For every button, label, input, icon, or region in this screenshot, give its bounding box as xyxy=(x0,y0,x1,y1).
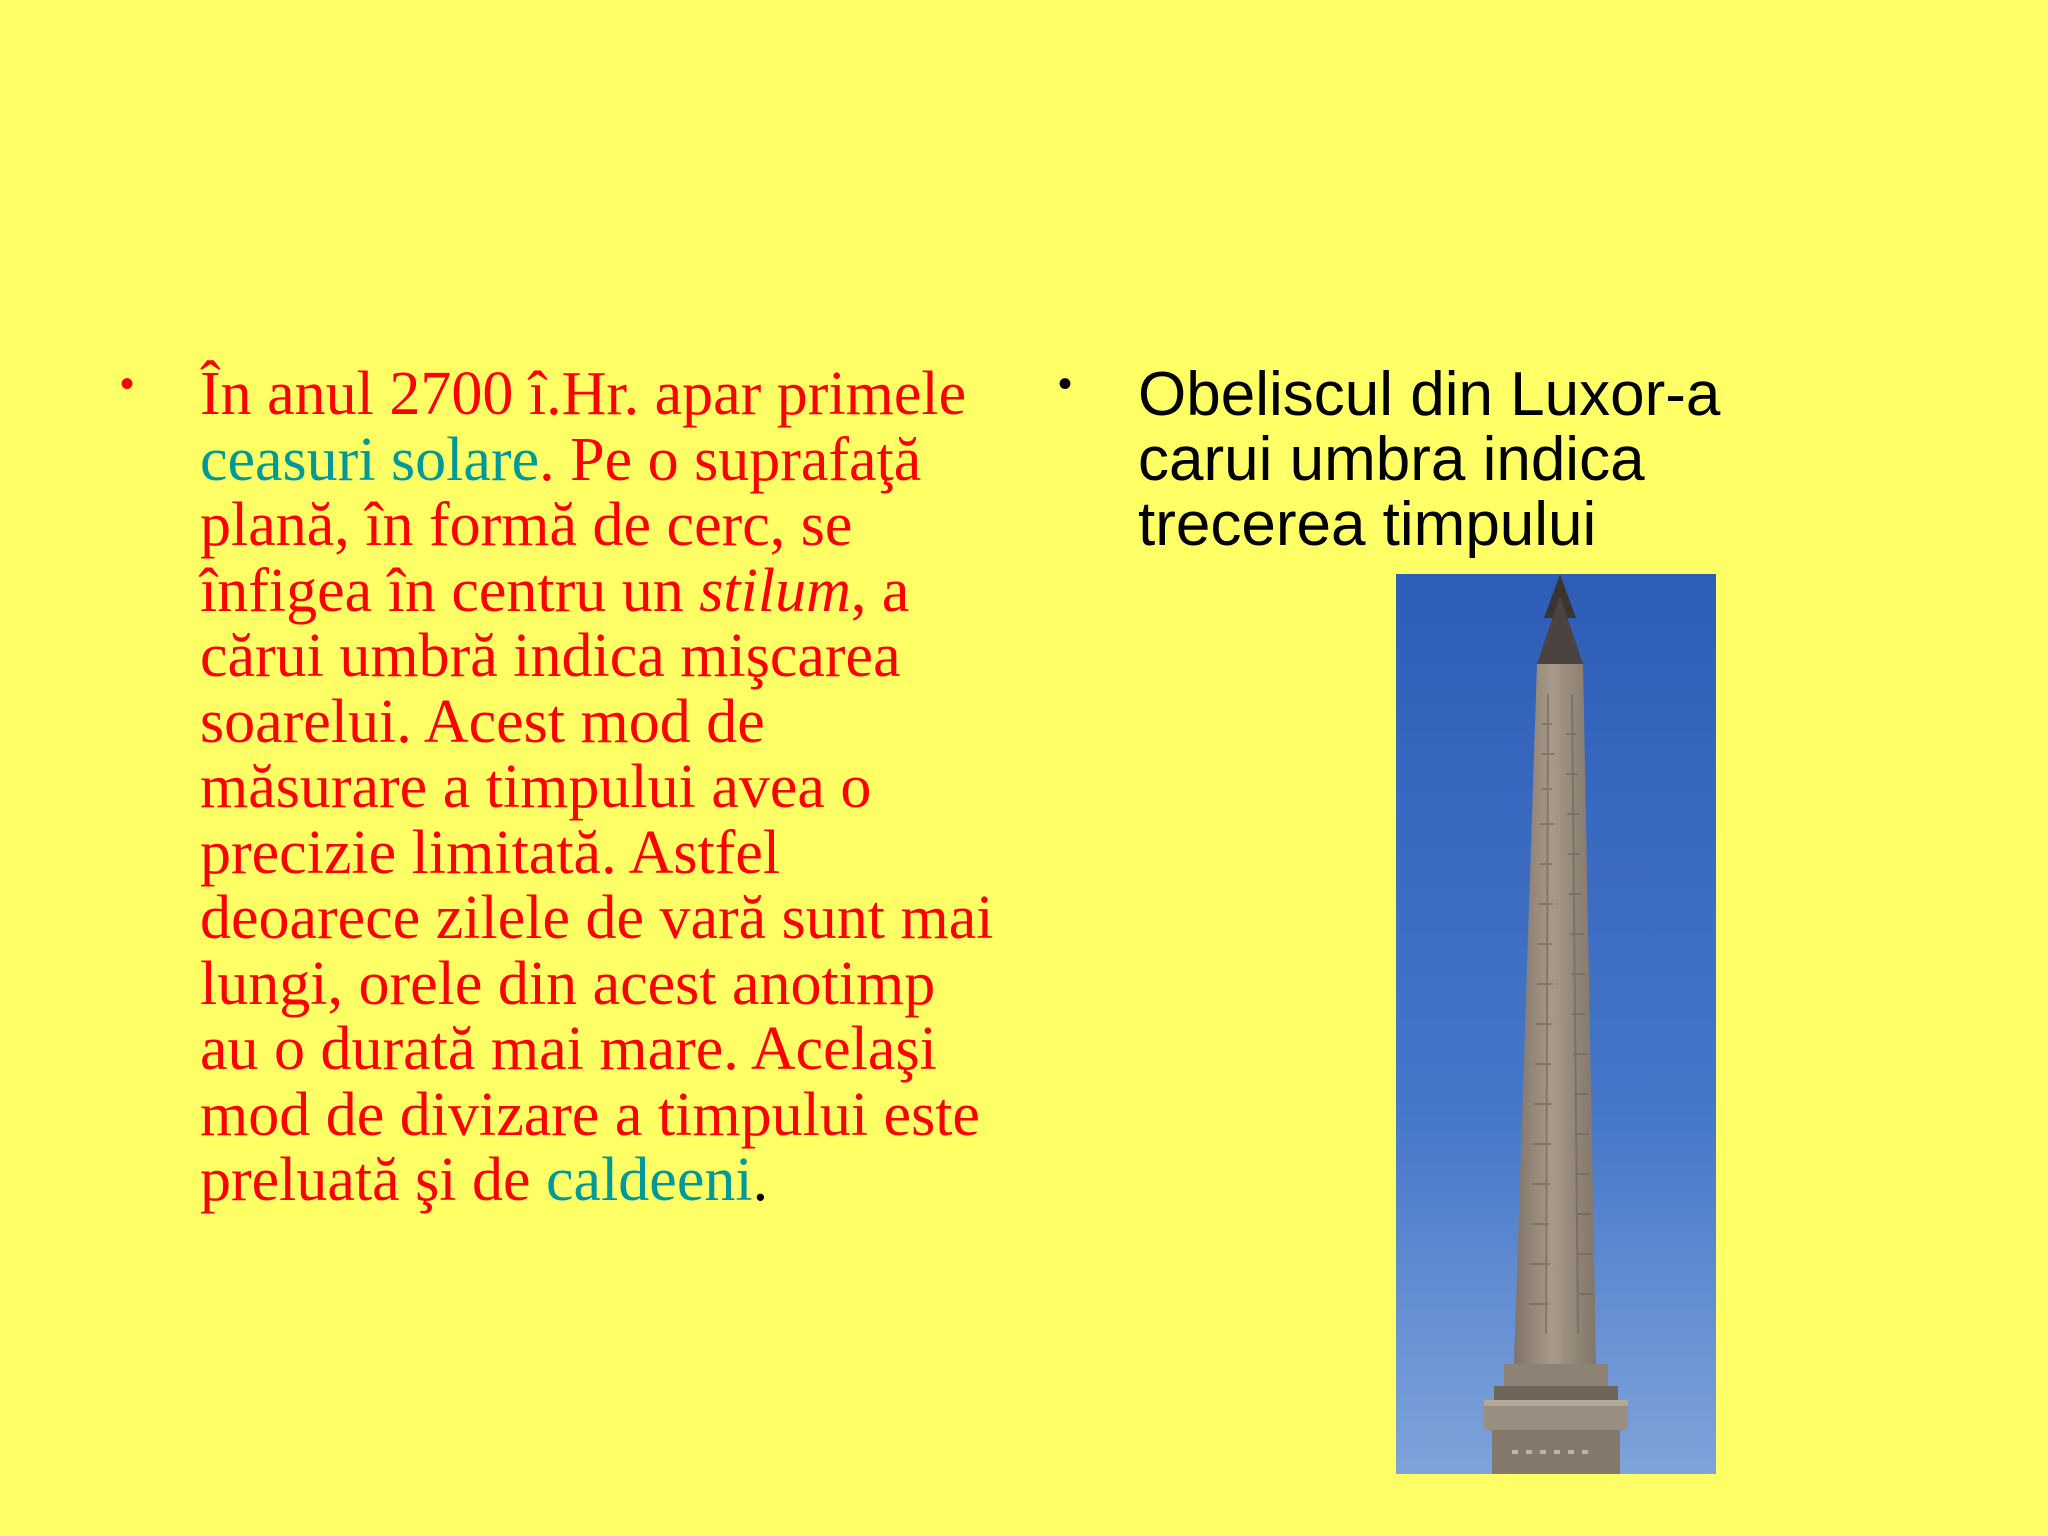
left-paragraph xyxy=(200,362,1000,1214)
obelisk-photo xyxy=(1396,574,1716,1474)
left-text-seg1: În anul 2700 î.Hr. apar primele xyxy=(200,360,967,428)
obelisk-caption: Obeliscul din Luxor-a carui umbra indica trecerea timpului xyxy=(1138,360,1721,559)
term-ceasuri-solare: ceasuri solare xyxy=(200,425,540,494)
obelisk-icon xyxy=(1396,574,1716,1474)
term-stilum: stilum xyxy=(699,556,851,625)
left-bullet: • xyxy=(120,362,135,406)
right-bullet: • xyxy=(1058,362,1073,406)
left-text-seg3: , a cărui umbră indica mişcarea soarelui. Acest mod de măsurare a timpului avea o precizie limitată. Astfel deoarece zilele de vară sunt mai lungi, orele din acest anotimp au o durată mai mare. Acelaşi mod de divizare a timpului este preluată şi de xyxy=(200,556,994,1214)
left-text-seg2: . Pe o suprafaţă plană, în formă de cerc, se înfigea în centru un xyxy=(200,425,922,625)
term-caldeeni: caldeeni xyxy=(546,1146,753,1214)
left-text-seg4: . xyxy=(752,1146,769,1214)
